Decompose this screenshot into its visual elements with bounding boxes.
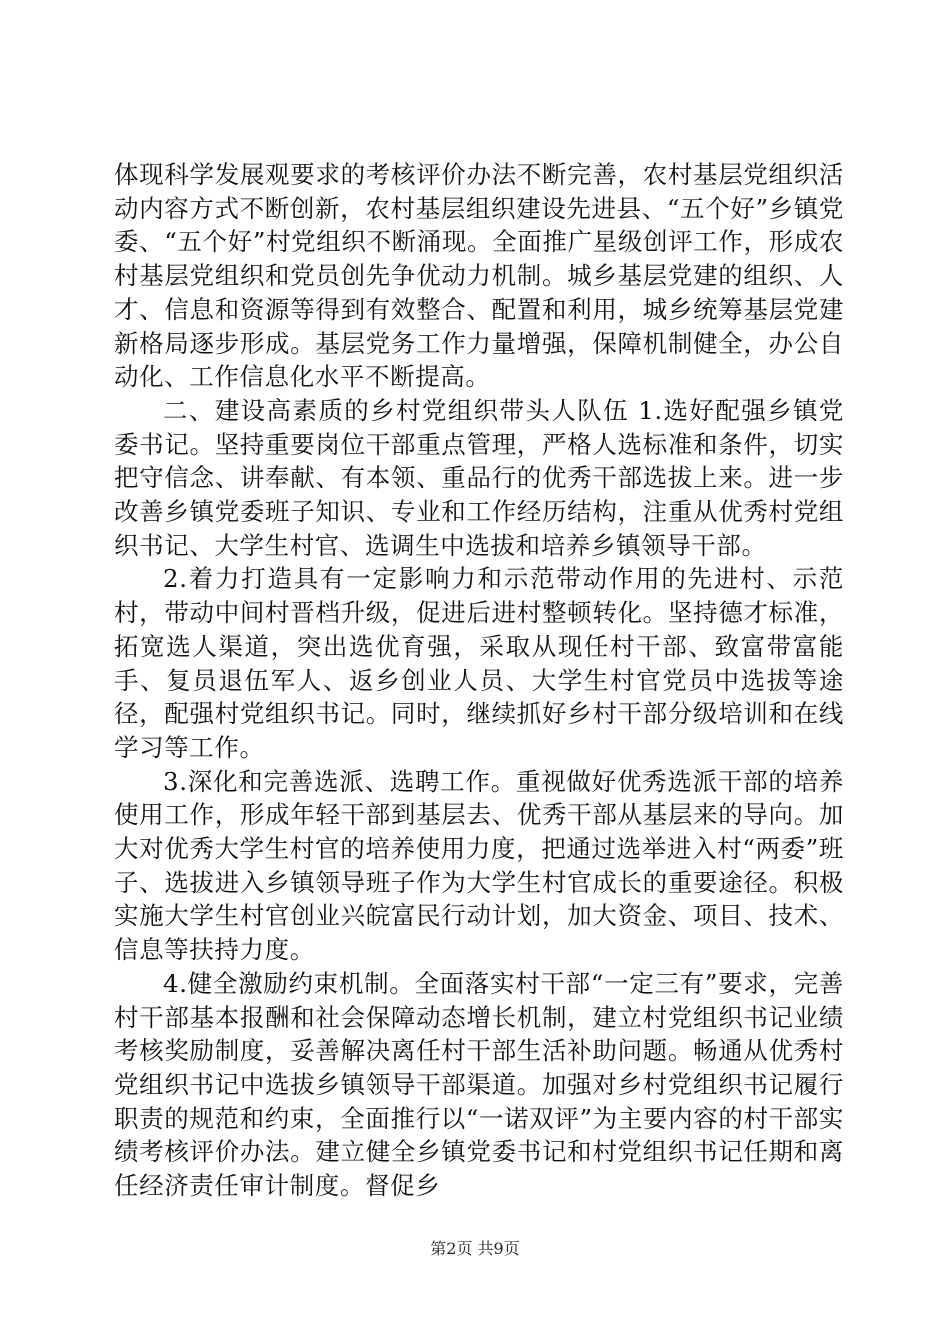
paragraph-item-2: 2.着力打造具有一定影响力和示范带动作用的先进村、示范村，带动中间村晋档升级，促进后进村整顿转化。坚持德才标准，拓宽选人渠道，突出选优育强，采取从现任村干部、致富带富能手、复员退伍军人、返乡创业人员、大学生村官党员中选拔等途径，配强村党组织书记。同时，继续抓好乡村干部分级培训和在线学习等工作。 bbox=[114, 564, 844, 762]
document-body bbox=[114, 158, 844, 1203]
paragraph-intro: 体现科学发展观要求的考核评价办法不断完善，农村基层党组织活动内容方式不断创新，农村基层组织建设先进县、“五个好”乡镇党委、“五个好”村党组织不断涌现。全面推广星级创评工作，形成农村基层党组织和党员创先争优动力机制。城乡基层党建的组织、人才、信息和资源等得到有效整合、配置和利用，城乡统筹基层党建新格局逐步形成。基层党务工作力量增强，保障机制健全，办公自动化、工作信息化水平不断提高。 bbox=[114, 160, 844, 392]
paragraph-section-two: 二、建设高素质的乡村党组织带头人队伍 1.选好配强乡镇党委书记。坚持重要岗位干部重点管理，严格人选标准和条件，切实把守信念、讲奉献、有本领、重品行的优秀干部选拔上来。进一步改善乡镇党委班子知识、专业和工作经历结构，注重从优秀村党组织书记、大学生村官、选调生中选拔和培养乡镇领导干部。 bbox=[114, 395, 844, 560]
paragraph-item-3: 3.深化和完善选派、选聘工作。重视做好优秀选派干部的培养使用工作，形成年轻干部到基层去、优秀干部从基层来的导向。加大对优秀大学生村官的培养使用力度，把通过选举进入村“两委”班子、选拔进入乡镇领导班子作为大学生村官成长的重要途径。积极实施大学生村官创业兴皖富民行动计划，加大资金、项目、技术、信息等扶持力度。 bbox=[114, 766, 844, 965]
paragraph-item-4: 4.健全激励约束机制。全面落实村干部“一定三有”要求，完善村干部基本报酬和社会保障动态增长机制，建立村党组织书记业绩考核奖励制度，妥善解决离任村干部生活补助问题。畅通从优秀村党组织书记中选拔乡镇领导干部渠道。加强对乡村党组织书记履行职责的规范和约束，全面推行以“一诺双评”为主要内容的村干部实绩考核评价办法。建立健全乡镇党委书记和村党组织书记任期和离任经济责任审计制度。督促乡 bbox=[114, 968, 844, 1201]
page-number-footer: 第2页 共9页 bbox=[430, 1239, 520, 1258]
